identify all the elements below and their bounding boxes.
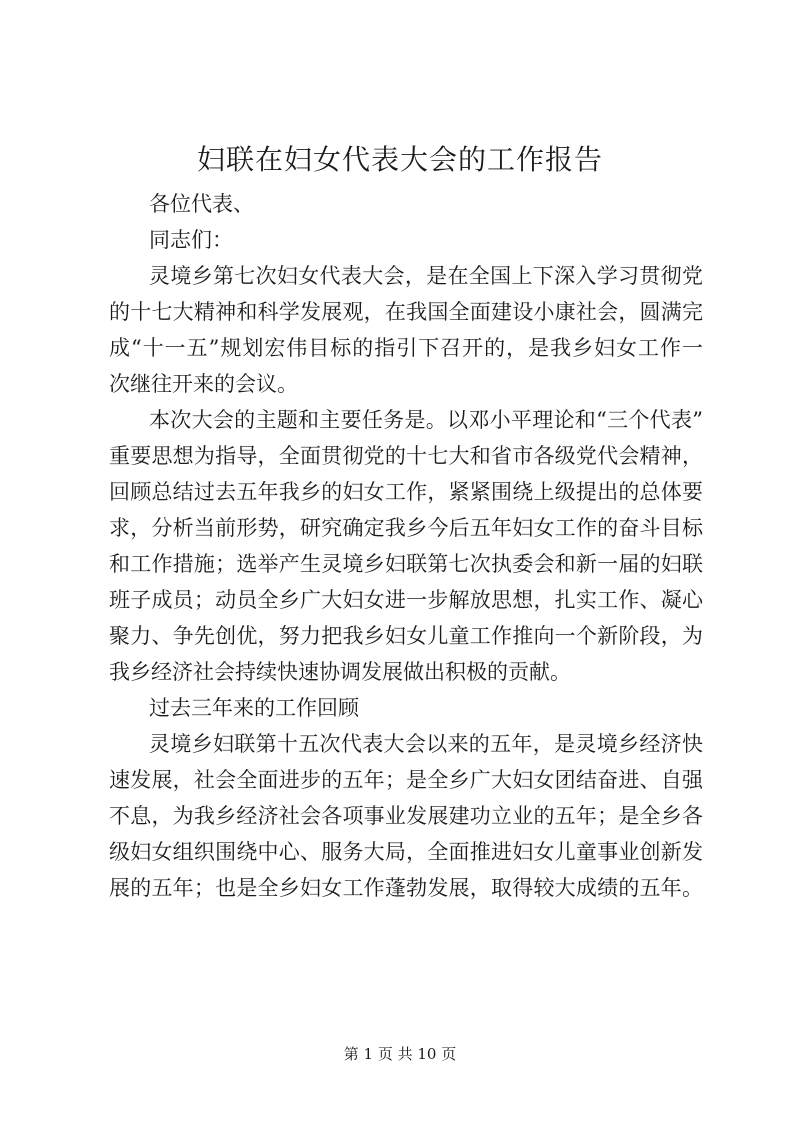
body-line: 回顾总结过去五年我乡的妇女工作，紧紧围绕上级提出的总体要 <box>109 480 703 504</box>
body-line: 重要思想为指导，全面贯彻党的十七大和省市各级党代会精神， <box>109 444 703 468</box>
body-line: 的十七大精神和科学发展观，在我国全面建设小康社会，圆满完 <box>109 300 703 324</box>
body-line: 我乡经济社会持续快速协调发展做出积极的贡献。 <box>109 660 571 684</box>
body-line: 班子成员；动员全乡广大妇女进一步解放思想，扎实工作、凝心 <box>109 588 703 612</box>
body-line: 成“十一五”规划宏伟目标的指引下召开的，是我乡妇女工作一 <box>109 336 703 360</box>
body-line: 同志们： <box>149 228 233 252</box>
body-line: 过去三年来的工作回顾 <box>149 696 359 720</box>
document-body <box>109 186 703 906</box>
body-line: 和工作措施；选举产生灵境乡妇联第七次执委会和新一届的妇联 <box>109 552 703 576</box>
body-line: 灵境乡第七次妇女代表大会，是在全国上下深入学习贯彻党 <box>149 264 703 288</box>
body-line: 本次大会的主题和主要任务是。以邓小平理论和“三个代表” <box>149 408 703 432</box>
page-footer: 第 1 页 共 10 页 <box>343 1045 457 1063</box>
body-line: 不息，为我乡经济社会各项事业发展建功立业的五年；是全乡各 <box>109 804 703 828</box>
body-line: 求，分析当前形势，研究确定我乡今后五年妇女工作的奋斗目标 <box>109 516 703 540</box>
body-line: 速发展，社会全面进步的五年；是全乡广大妇女团结奋进、自强 <box>109 768 703 792</box>
document-title: 妇联在妇女代表大会的工作报告 <box>196 143 603 176</box>
body-line: 各位代表、 <box>149 192 254 216</box>
body-line: 次继往开来的会议。 <box>109 372 298 396</box>
body-line: 聚力、争先创优，努力把我乡妇女儿童工作推向一个新阶段，为 <box>109 624 703 648</box>
body-line: 级妇女组织围绕中心、服务大局，全面推进妇女儿童事业创新发 <box>109 840 703 864</box>
body-line: 展的五年；也是全乡妇女工作蓬勃发展，取得较大成绩的五年。 <box>109 876 703 900</box>
body-line: 灵境乡妇联第十五次代表大会以来的五年，是灵境乡经济快 <box>149 732 703 756</box>
